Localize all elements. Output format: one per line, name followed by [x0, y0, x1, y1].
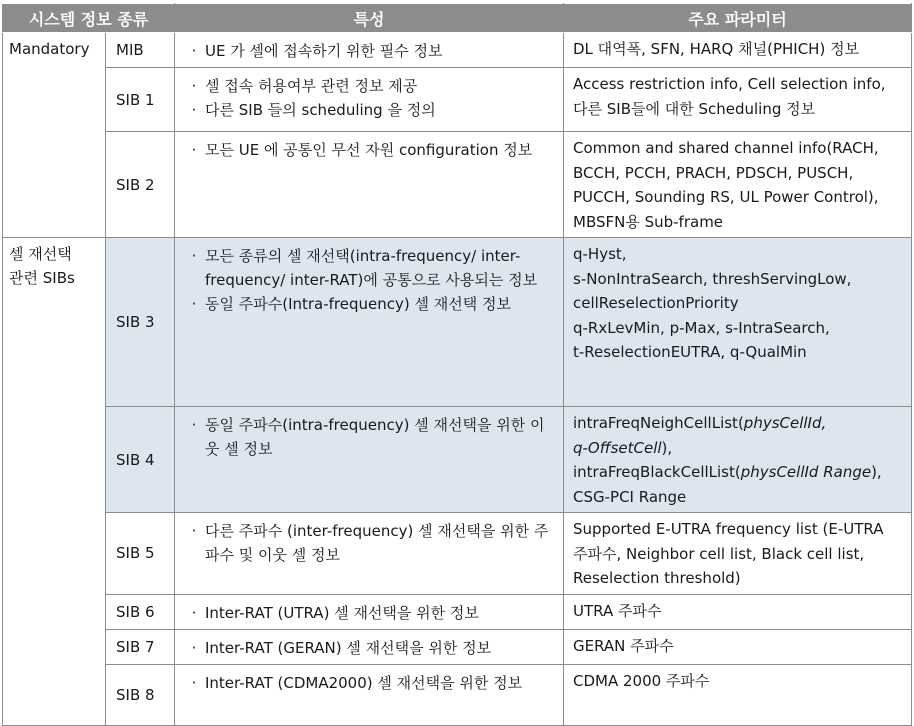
- category-label-line: Mandatory: [9, 40, 90, 58]
- category-label-line: 셀 재선택: [9, 245, 72, 263]
- parameter-line: [573, 242, 905, 267]
- table-row: [3, 238, 912, 407]
- table-body: [3, 33, 912, 726]
- parameter-line: [573, 210, 905, 235]
- parameter-text: 다른 SIB들에 대한 Scheduling 정보: [573, 99, 816, 118]
- parameter-text: Common and shared channel info(RACH,: [573, 139, 879, 157]
- parameter-text: Reselection threshold): [573, 569, 741, 587]
- parameter-line: [573, 411, 905, 436]
- sib-name-cell: SIB 1: [106, 68, 175, 132]
- parameters-cell: [564, 629, 912, 664]
- characteristic-bullet: · 동일 주파수(intra-frequency) 셀 재선택을 위한 이웃 셀 정보: [183, 413, 557, 461]
- sib-name-cell: SIB 5: [106, 513, 175, 595]
- sib-name-cell: SIB 8: [106, 664, 175, 725]
- characteristics-cell: [175, 33, 564, 68]
- table-row: [3, 132, 912, 238]
- parameters-cell: [564, 68, 912, 132]
- parameter-text: UTRA 주파수: [573, 601, 662, 620]
- characteristics-cell: [175, 513, 564, 595]
- parameters-cell: [564, 513, 912, 595]
- parameters-cell: [564, 664, 912, 725]
- parameter-line: [573, 267, 905, 292]
- parameter-text: intraFreqBlackCellList(: [573, 463, 741, 481]
- parameter-text: CDMA 2000 주파수: [573, 671, 710, 690]
- parameter-line: [573, 460, 905, 485]
- parameters-cell: [564, 33, 912, 68]
- parameter-text: CSG-PCI Range: [573, 487, 687, 506]
- parameter-line: [573, 566, 905, 591]
- parameter-line: [573, 97, 905, 122]
- table-row: [3, 33, 912, 68]
- characteristic-bullet: · 셀 접속 허용여부 관련 정보 제공: [183, 74, 557, 98]
- parameter-text: intraFreqNeighCellList(: [573, 414, 744, 432]
- parameter-text: physCellId Range: [740, 463, 872, 481]
- category-cell: [3, 238, 106, 726]
- parameter-text: Access restriction info, Cell selection info,: [573, 75, 886, 93]
- parameter-line: [573, 72, 905, 97]
- category-label-line: 관련 SIBs: [9, 269, 75, 287]
- parameter-text: GERAN 주파수: [573, 636, 674, 655]
- parameter-line: [573, 669, 905, 694]
- parameter-text: 주파수, Neighbor cell list, Black cell list,: [573, 544, 865, 563]
- table-row: [3, 664, 912, 725]
- parameter-text: cellReselectionPriority: [573, 294, 739, 312]
- parameter-text: BCCH, PCCH, PRACH, PDSCH, PUSCH,: [573, 163, 854, 182]
- parameter-line: [573, 185, 905, 210]
- system-information-table: [2, 3, 912, 726]
- table-row: [3, 68, 912, 132]
- category-cell: [3, 33, 106, 238]
- characteristics-cell: [175, 407, 564, 513]
- sib-name-cell: SIB 2: [106, 132, 175, 238]
- parameter-text: physCellId,: [743, 414, 827, 432]
- parameters-cell: [564, 407, 912, 513]
- characteristic-bullet: · UE 가 셀에 접속하기 위한 필수 정보: [183, 39, 557, 63]
- parameter-text: s-NonIntraSearch, threshServingLow,: [573, 269, 852, 288]
- parameter-text: MBSFN용 Sub-frame: [573, 212, 724, 231]
- sib-name-cell: MIB: [106, 33, 175, 68]
- parameter-text: q-OffsetCell: [573, 438, 662, 457]
- parameter-line: [573, 436, 905, 461]
- sib-name-cell: SIB 6: [106, 594, 175, 629]
- parameter-text: ),: [661, 438, 673, 457]
- characteristic-bullet: · Inter-RAT (UTRA) 셀 재선택을 위한 정보: [183, 601, 557, 625]
- table-header-row: [3, 4, 912, 33]
- sib-name-cell: SIB 3: [106, 238, 175, 407]
- parameter-line: [573, 161, 905, 186]
- parameter-text: ),: [871, 463, 882, 481]
- parameter-line: [573, 340, 905, 365]
- table-row: [3, 513, 912, 595]
- parameter-line: [573, 136, 905, 161]
- parameter-text: q-Hyst,: [573, 245, 627, 263]
- parameters-cell: [564, 594, 912, 629]
- parameter-line: [573, 517, 905, 542]
- characteristics-cell: [175, 629, 564, 664]
- parameter-line: [573, 485, 905, 510]
- parameter-line: [573, 291, 905, 316]
- header-system-info-type: 시스템 정보 종류: [3, 4, 175, 33]
- characteristic-bullet: · 다른 주파수 (inter-frequency) 셀 재선택을 위한 주파수 및 이웃 셀 정보: [183, 519, 557, 567]
- characteristic-bullet: · 다른 SIB 들의 scheduling 을 정의: [183, 98, 557, 122]
- parameter-text: q-RxLevMin, p-Max, s-IntraSearch,: [573, 318, 830, 337]
- parameters-cell: [564, 132, 912, 238]
- characteristics-cell: [175, 68, 564, 132]
- characteristics-cell: [175, 594, 564, 629]
- characteristic-bullet: · 동일 주파수(Intra-frequency) 셀 재선택 정보: [183, 292, 557, 316]
- sib-name-cell: SIB 4: [106, 407, 175, 513]
- parameter-line: [573, 599, 905, 624]
- parameter-text: Supported E-UTRA frequency list (E-UTRA: [573, 520, 884, 538]
- table-row: [3, 407, 912, 513]
- parameter-text: t-ReselectionEUTRA, q-QualMin: [573, 343, 807, 361]
- characteristic-bullet: · 모든 UE 에 공통인 무선 자원 configuration 정보: [183, 138, 557, 162]
- parameters-cell: [564, 238, 912, 407]
- characteristic-bullet: · Inter-RAT (GERAN) 셀 재선택을 위한 정보: [183, 636, 557, 660]
- parameter-text: DL 대역폭, SFN, HARQ 채널(PHICH) 정보: [573, 40, 860, 58]
- parameter-line: [573, 542, 905, 567]
- characteristic-bullet: · 모든 종류의 셀 재선택(intra-frequency/ inter-frequency/ inter-RAT)에 공통으로 사용되는 정보: [183, 244, 557, 292]
- characteristics-cell: [175, 238, 564, 407]
- header-characteristics: 특성: [175, 4, 564, 33]
- table-row: [3, 629, 912, 664]
- sib-name-cell: SIB 7: [106, 629, 175, 664]
- parameter-line: [573, 316, 905, 341]
- characteristic-bullet: · Inter-RAT (CDMA2000) 셀 재선택을 위한 정보: [183, 671, 557, 695]
- table-row: [3, 594, 912, 629]
- characteristics-cell: [175, 132, 564, 238]
- parameter-text: PUCCH, Sounding RS, UL Power Control),: [573, 188, 879, 206]
- parameter-line: [573, 37, 905, 62]
- characteristics-cell: [175, 664, 564, 725]
- parameter-line: [573, 634, 905, 659]
- header-main-parameters: 주요 파라미터: [564, 4, 912, 33]
